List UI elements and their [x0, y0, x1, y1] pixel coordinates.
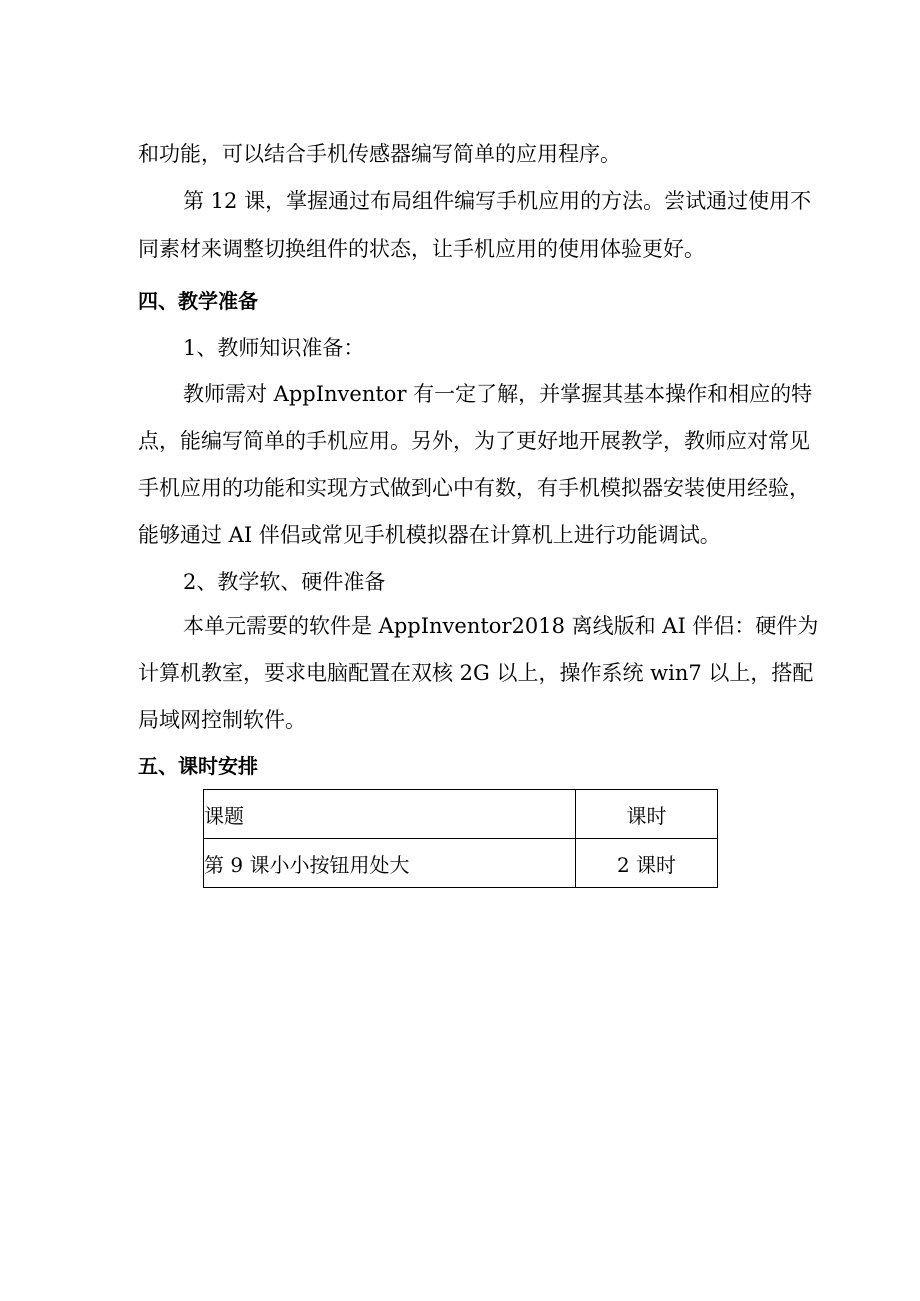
paragraph-line: 计算机教室，要求电脑配置在双核 2G 以上，操作系统 win7 以上，搭配	[138, 661, 814, 685]
table-header-cell: 课时	[576, 790, 718, 839]
table-row	[204, 839, 718, 888]
paragraph-line: 第 12 课，掌握通过布局组件编写手机应用的方法。尝试通过使用不	[183, 189, 812, 213]
table-cell: 2 课时	[576, 839, 718, 888]
schedule-table	[203, 789, 718, 888]
table-header-row	[204, 790, 718, 839]
paragraph-line: 手机应用的功能和实现方式做到心中有数，有手机模拟器安装使用经验，	[138, 476, 810, 500]
paragraph-line: 同素材来调整切换组件的状态，让手机应用的使用体验更好。	[138, 237, 705, 261]
table-cell: 第 9 课小小按钮用处大	[204, 839, 576, 888]
paragraph-line: 和功能，可以结合手机传感器编写简单的应用程序。	[138, 142, 621, 166]
paragraph-line: 教师需对 AppInventor 有一定了解，并掌握其基本操作和相应的特	[183, 382, 813, 406]
item-title-teacher-knowledge: 1、教师知识准备：	[183, 336, 365, 360]
section-heading-teaching-preparation: 四、教学准备	[138, 289, 258, 313]
paragraph-line: 能够通过 AI 伴侣或常见手机模拟器在计算机上进行功能调试。	[138, 523, 721, 547]
paragraph-line: 局域网控制软件。	[138, 708, 306, 732]
table-header-cell: 课题	[204, 790, 576, 839]
paragraph-line: 本单元需要的软件是 AppInventor2018 离线版和 AI 伴侣：硬件为	[183, 614, 819, 638]
item-title-software-hardware: 2、教学软、硬件准备	[183, 570, 386, 594]
paragraph-line: 点，能编写简单的手机应用。另外，为了更好地开展教学，教师应对常见	[138, 429, 810, 453]
section-heading-schedule: 五、课时安排	[138, 754, 258, 778]
